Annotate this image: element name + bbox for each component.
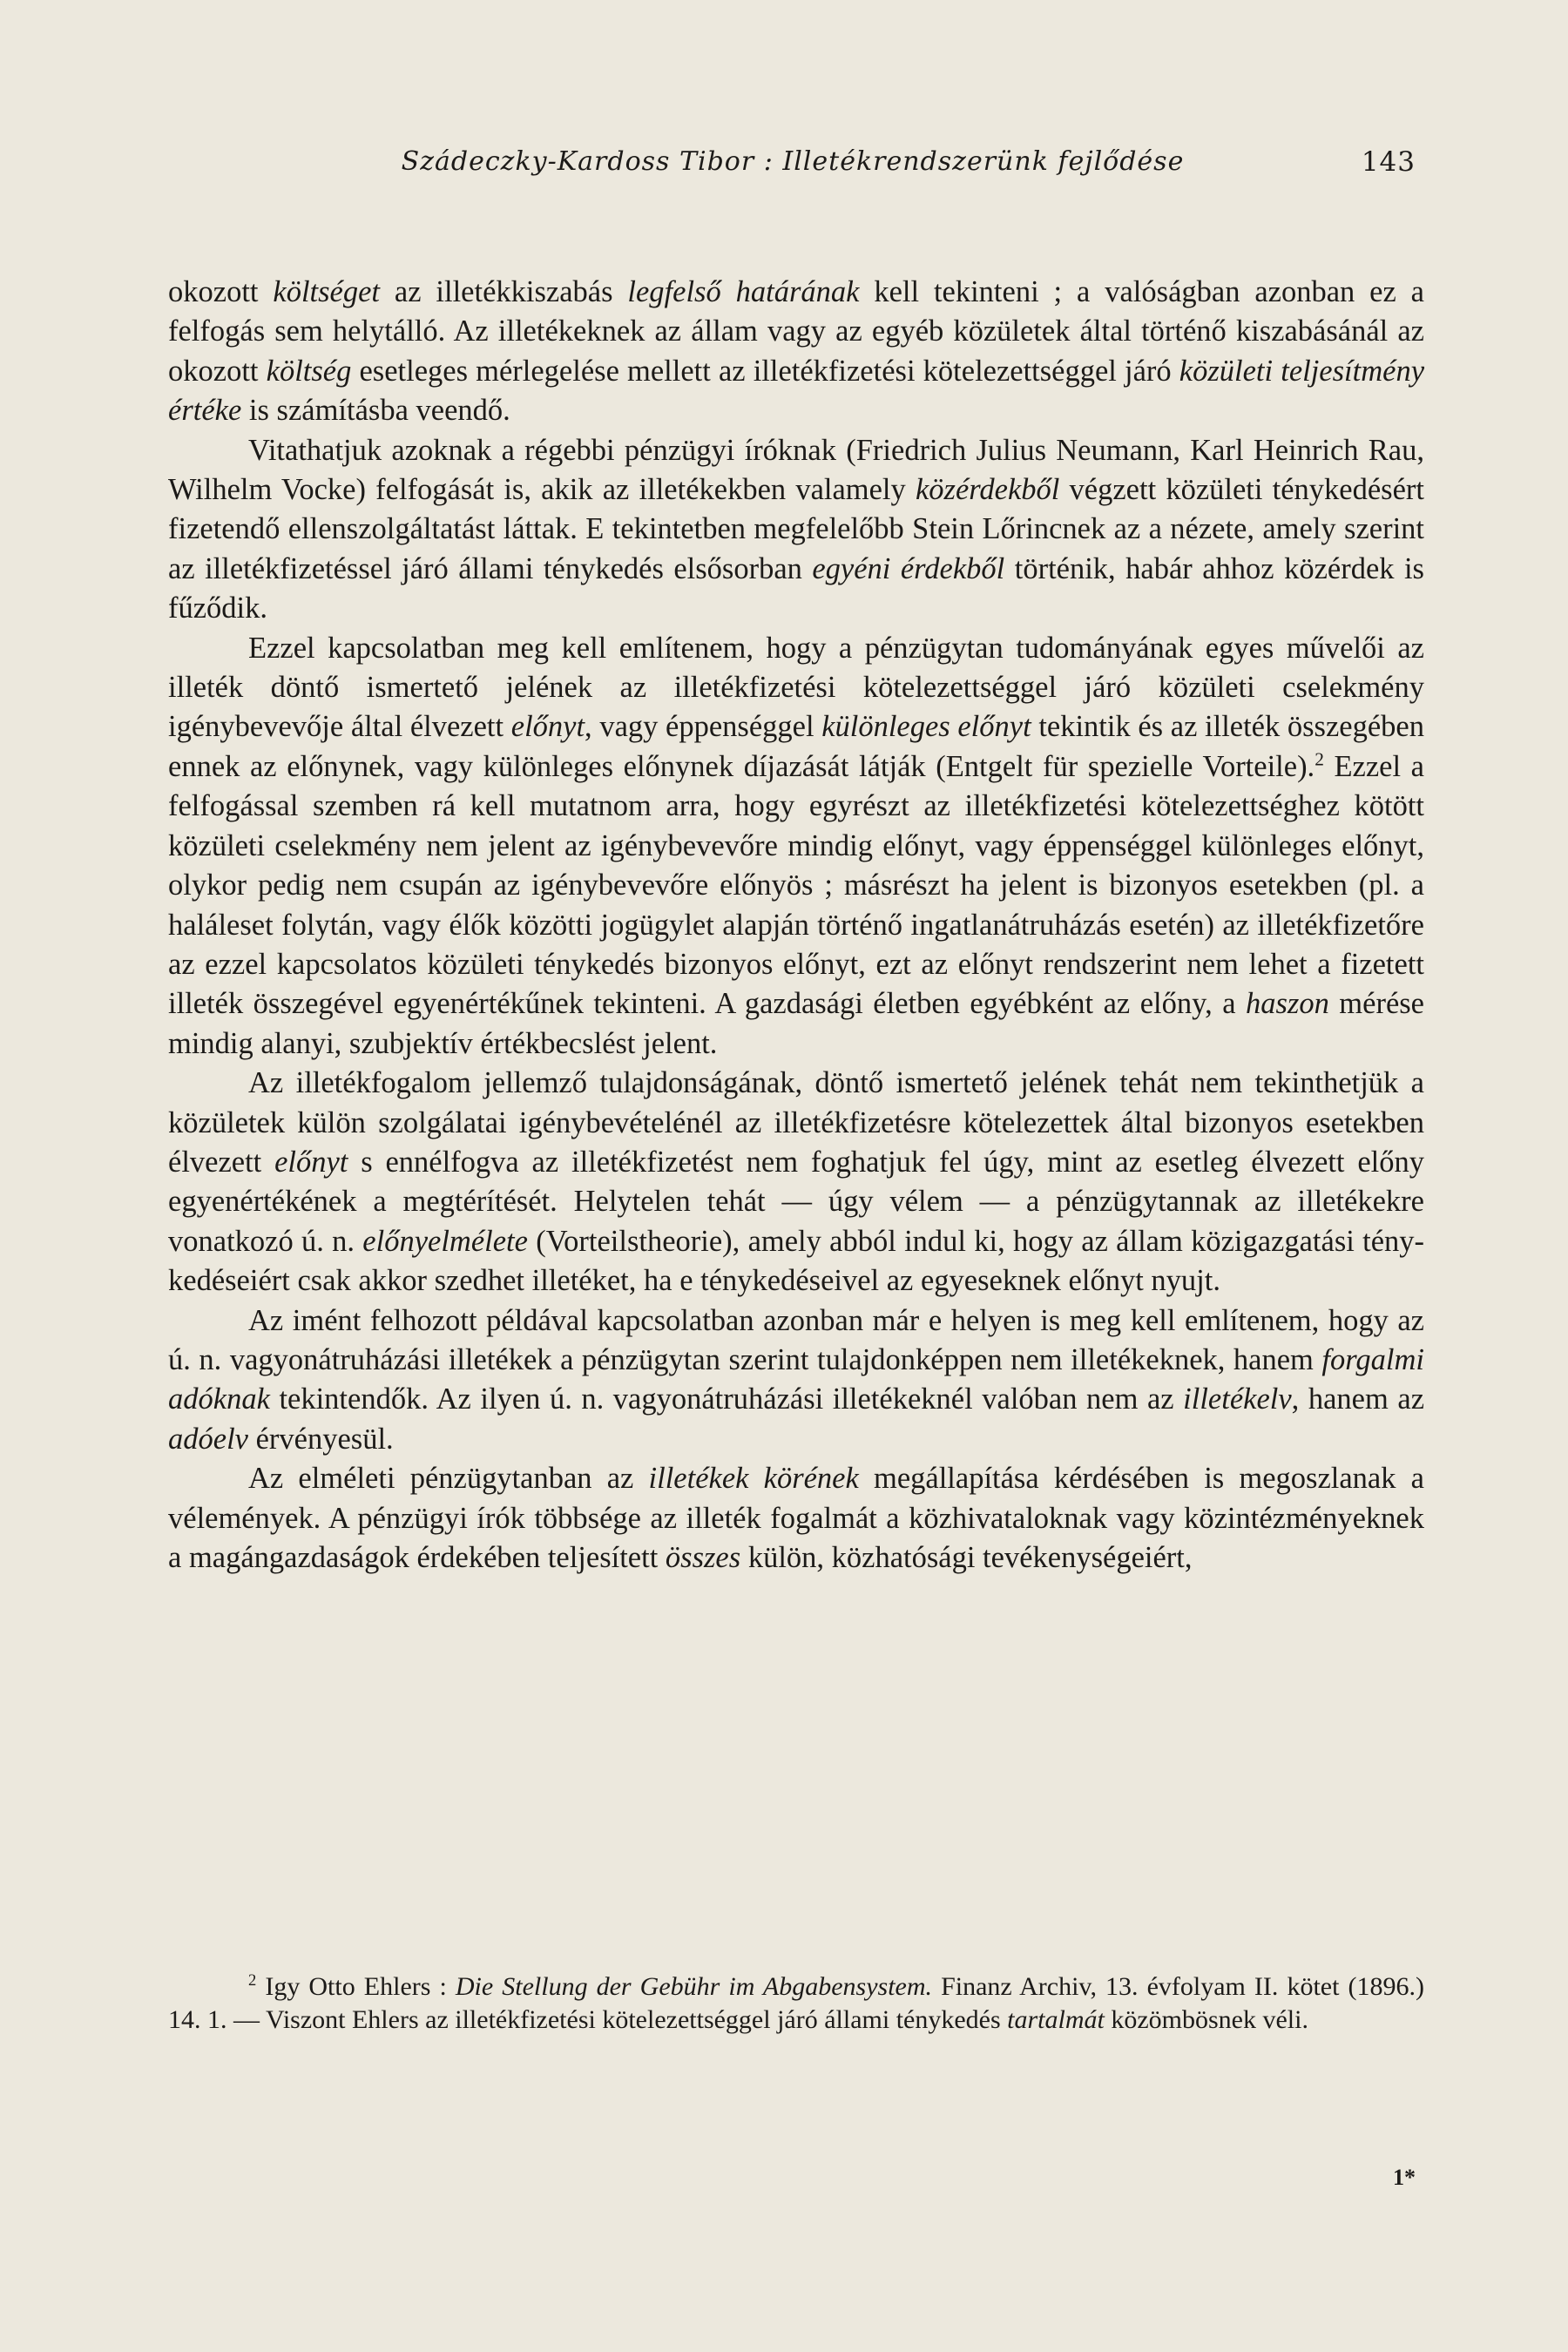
text-run: Vitathatjuk azoknak a régebbi pénzügyi íróknak (Friedrich Julius Neumann, Karl Heinrich Rau, Wilhelm Vocke) felfogását is, akik az illetékekben valamely: [168, 433, 1424, 507]
text-run: végzett közületi ténykedésért fizetendő ellenszolgáltatást láttak. E tekintetben megfelelőbb Stein Lőrincnek az a nézete, amely szerint az illetékfizetéssel járó állami ténykedés elsősorban: [168, 473, 1424, 585]
emphasis: illetékelv: [1183, 1382, 1292, 1416]
text-run: s ennélfogva az illetékfizetést nem foghatjuk fel úgy, mint az esetleg élvezett előny egyenértékének a megtérítését. Helytelen tehát — úgy vélem — a pénzügytannak az illetékekre vonatkozó ú. n.: [168, 1145, 1424, 1258]
text-run: Igy Otto Ehlers :: [256, 1972, 456, 2001]
running-title: Szádeczky-Kardoss Tibor : Illetékrendszerünk fejlődése: [401, 146, 1185, 177]
text-run: Finanz Archiv, 13. évfolyam II. kötet (1896.) 14. 1. — Viszont Ehlers az illetékfizetési kötelezettséggel járó állami ténykedés: [168, 1972, 1424, 2034]
text-run: okozott: [168, 275, 274, 308]
text-run: , hanem az: [1291, 1382, 1425, 1416]
emphasis: egyéni érdekből: [812, 551, 1005, 585]
paragraph: [168, 1459, 1424, 1578]
paragraph: [168, 1064, 1424, 1301]
text-run: megállapítása kérdésében is megoszlanak a vélemények. A pénzügyi írók többsége az illeték fogalmát a közhivataloknak vagy közintézményeknek a magángazdaságok érdekében teljesített: [168, 1462, 1424, 1574]
text-run: Az elméleti pénzügytanban az: [248, 1462, 649, 1496]
text-run: érvényesül.: [247, 1422, 394, 1456]
text-run: Az illetékfogalom jellemző tulajdonságának, döntő ismertető jelének tehát nem tekinthetjük a közületek külön szolgálatai igénybevételénél az illetékfizetésre kötelezettek által bizonyos esetekben élvezett: [168, 1066, 1424, 1179]
emphasis: közületi teljesítmény értéke: [168, 354, 1425, 428]
text-run: tekintik és az illeték összegében ennek az előnynek, vagy különleges előnynek díjazását látják (Entgelt für spezielle Vorteile).: [168, 710, 1424, 783]
text-run: mérése mindig alanyi, szubjektív értékbecslést jelent.: [168, 987, 1424, 1060]
running-head: [170, 146, 1416, 181]
emphasis: tartalmát: [1007, 2005, 1105, 2034]
page-number: 143: [1361, 146, 1416, 178]
text-run: , vagy éppenséggel: [585, 710, 822, 744]
emphasis: összes: [665, 1541, 741, 1574]
emphasis: adóelv: [168, 1422, 248, 1456]
signature-mark: 1*: [1393, 2165, 1416, 2190]
emphasis: közérdekből: [915, 473, 1060, 507]
emphasis: előnyelmélete: [362, 1224, 528, 1258]
text-run: Az imént felhozott példával kapcsolatban azonban már e helyen is meg kell említenem, hogy az ú. n. vagyonátruházási illetékek a pénzügytan szerint tulajdonképpen nem illetékeknek, hanem: [168, 1303, 1424, 1376]
text-run: is számításba veendő.: [241, 394, 510, 428]
emphasis: legfelső határának: [627, 275, 860, 308]
text-run: tekintendők. Az ilyen ú. n. vagyonátruházási illetékeknél valóban nem az: [269, 1382, 1184, 1416]
emphasis: Die Stellung der Gebühr im Abgabensystem.: [455, 1972, 933, 2001]
text-run: (Vorteilstheorie), amely abból indul ki, hogy az állam közigazgatási ténykedéseiért csak akkor szedhet illetéket, ha e ténykedéseivel az egyeseknek előnyt nyujt.: [168, 1224, 1425, 1298]
emphasis: illetékek körének: [648, 1462, 859, 1496]
footnote: [168, 1970, 1424, 2037]
footnote-marker: 2: [1315, 748, 1324, 770]
paragraph: [168, 431, 1424, 629]
footnote-marker: 2: [248, 1971, 257, 1990]
emphasis: különleges előnyt: [821, 710, 1031, 744]
text-run: Ezzel a felfogással szemben rá kell mutatnom arra, hogy egyrészt az illetékfizetési kötelezettséghez kötött közületi cselekmény nem jelent az igénybevevőre mindig előnyt, vagy éppenséggel különleges előnyt, olykor pedig nem csupán az igénybevevőre előnyös ; másrészt ha jelent is bizonyos esetekben (pl. a haláleset folytán, vagy élők közötti jogügylet alapján történő ingatlanátruházás esetén) az illetékfizetőre az ezzel kapcsolatos közületi ténykedés bizonyos előnyt, ezt az előnyt rendszerint nem lehet a fizetett illeték összegével egyenértékűnek tekinteni. A gazdasági életben egyébként az előny, a: [168, 749, 1424, 1021]
body-text: [168, 273, 1424, 1578]
text-run: az illetékkiszabás: [380, 275, 628, 308]
emphasis: költség: [266, 354, 352, 388]
emphasis: haszon: [1245, 987, 1329, 1021]
emphasis: előnyt: [510, 710, 585, 744]
paragraph: [168, 1301, 1424, 1460]
text-run: történik, habár ahhoz közérdek is fűződik.: [168, 551, 1424, 625]
paragraph: [168, 629, 1424, 1064]
emphasis: előnyt: [274, 1145, 348, 1179]
text-run: közömbösnek véli.: [1104, 2005, 1308, 2034]
text-run: Ezzel kapcsolatban meg kell említenem, hogy a pénzügytan tudományának egyes művelői az illeték döntő ismertető jelének az illetékfizetési kötelezettséggel járó közületi cselekmény igénybevevője által élvezett: [168, 631, 1424, 744]
emphasis: forgalmi adóknak: [168, 1342, 1424, 1416]
emphasis: költséget: [273, 275, 380, 308]
text-run: kell tekinteni ; a valóságban azonban ez a felfogás sem helytálló. Az illetékeknek az állam vagy az egyéb közületek által történő kiszabásánál az okozott: [168, 275, 1424, 388]
text-run: külön, közhatósági tevékenységeiért,: [740, 1541, 1193, 1574]
paragraph: [168, 273, 1424, 431]
text-run: esetleges mérlegelése mellett az illetékfizetési kötelezettséggel járó: [351, 354, 1179, 388]
footnotes: [168, 1970, 1424, 2037]
